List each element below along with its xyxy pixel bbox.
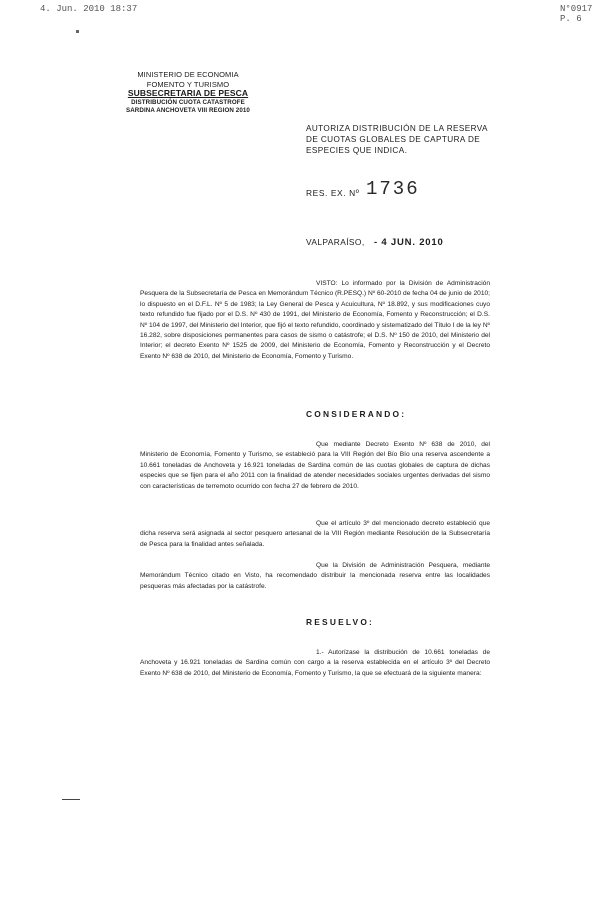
scan-speck	[76, 30, 79, 33]
visto-paragraph	[140, 279, 490, 362]
subsecretaria-name: SUBSECRETARIA DE PESCA	[127, 88, 249, 98]
considerando-text-3: Que la División de Administración Pesquera, mediante Memorándum Técnico citado en Visto, ha recomendado distribuir la mencionada reserva entre las localidades pesqueras más afectadas por la catástrofe.	[140, 562, 490, 590]
resolution-number: 1736	[366, 178, 420, 200]
considerando-paragraph-1	[140, 440, 490, 492]
considerando-text-1: Que mediante Decreto Exento Nº 638 de 2010, del Ministerio de Economía, Fomento y Turismo, se estableció para la VIII Región del Bío Bío una reserva ascendente a 10.661 toneladas de Anchoveta y 16.921 toneladas de Sardina común de las cuotas globales de captura de dichas especies que se fijen para el año 2011 con la finalidad de atender necesidades sociales urgentes derivadas del sismo con características de terremoto ocurrido con fecha 27 de febrero de 2010.	[140, 441, 490, 490]
margin-mark	[62, 799, 80, 800]
considerando-paragraph-2	[140, 519, 490, 550]
ministry-name-line2: FOMENTO Y TURISMO	[146, 79, 230, 89]
resuelvo-heading: RESUELVO:	[306, 617, 375, 627]
considerando-heading: CONSIDERANDO:	[306, 409, 407, 419]
date-stamp: - 4 JUN. 2010	[374, 237, 444, 248]
ministry-name: MINISTERIO DE ECONOMIA	[137, 70, 239, 79]
resuelvo-paragraph-1	[140, 648, 490, 679]
resolution-label: RES. EX. Nº	[306, 188, 360, 198]
place-city: VALPARAÍSO,	[306, 237, 365, 247]
considerando-paragraph-3	[140, 561, 490, 592]
fax-header	[40, 4, 593, 24]
resolution-subject: AUTORIZA DISTRIBUCIÓN DE LA RESERVA DE CUOTAS GLOBALES DE CAPTURA DE ESPECIES QUE INDICA.	[306, 124, 488, 155]
document-reference-line2: SARDINA ANCHOVETA VIII REGION 2010	[126, 106, 250, 114]
ministry-letterhead	[118, 70, 258, 115]
considerando-text-2: Que el artículo 3º del mencionado decreto estableció que dicha reserva será asignada al sector pesquero artesanal de la VIII Región mediante Resolución de la Subsecretaría de Pesca para la finalidad antes señalada.	[140, 520, 490, 548]
visto-text: VISTO: Lo informado por la División de Administración Pesquera de la Subsecretaría de Pesca en Memorándum Técnico (R.PESQ.) Nº 60-2010 de fecha 04 de junio de 2010; lo dispuesto en el D.F.L. Nº 5 de 1983; la Ley General de Pesca y Acuicultura, Nº 18.892, y sus modificaciones cuyo texto refundido fue fijado por el D.S. Nº 430 de 1991, del Ministerio de Economía, Fomento y Reconstrucción; el D.S. Nº 104 de 1997, del Ministerio del Interior, que fijó el texto refundido, coordinado y sistematizado del Título I de la ley Nº 16.282, sobre disposiciones permanentes para casos de sismo o catástrofe; el D.S. Nº 150 de 2010, del Ministerio del Interior; el decreto Exento Nº 1525 de 2009, del Ministerio de Economía, Fomento y Reconstrucción y el Decreto Exento Nº 638 de 2010, del Ministerio de Economía, Fomento y Turismo.	[140, 280, 490, 360]
fax-timestamp: 4. Jun. 2010 18:37	[40, 4, 138, 14]
fax-page-number: N°0917 P. 6	[560, 4, 593, 24]
document-reference-line1: DISTRIBUCIÓN CUOTA CATASTROFE	[131, 98, 245, 106]
resuelvo-text-1: 1.- Autorízase la distribución de 10.661 toneladas de Anchoveta y 16.921 toneladas de Sardina común con cargo a la reserva establecida en el artículo 3º del Decreto Exento Nº 638 de 2010, del Ministerio de Economía, Fomento y Turismo, la que se efectuará de la siguiente manera:	[140, 649, 490, 677]
